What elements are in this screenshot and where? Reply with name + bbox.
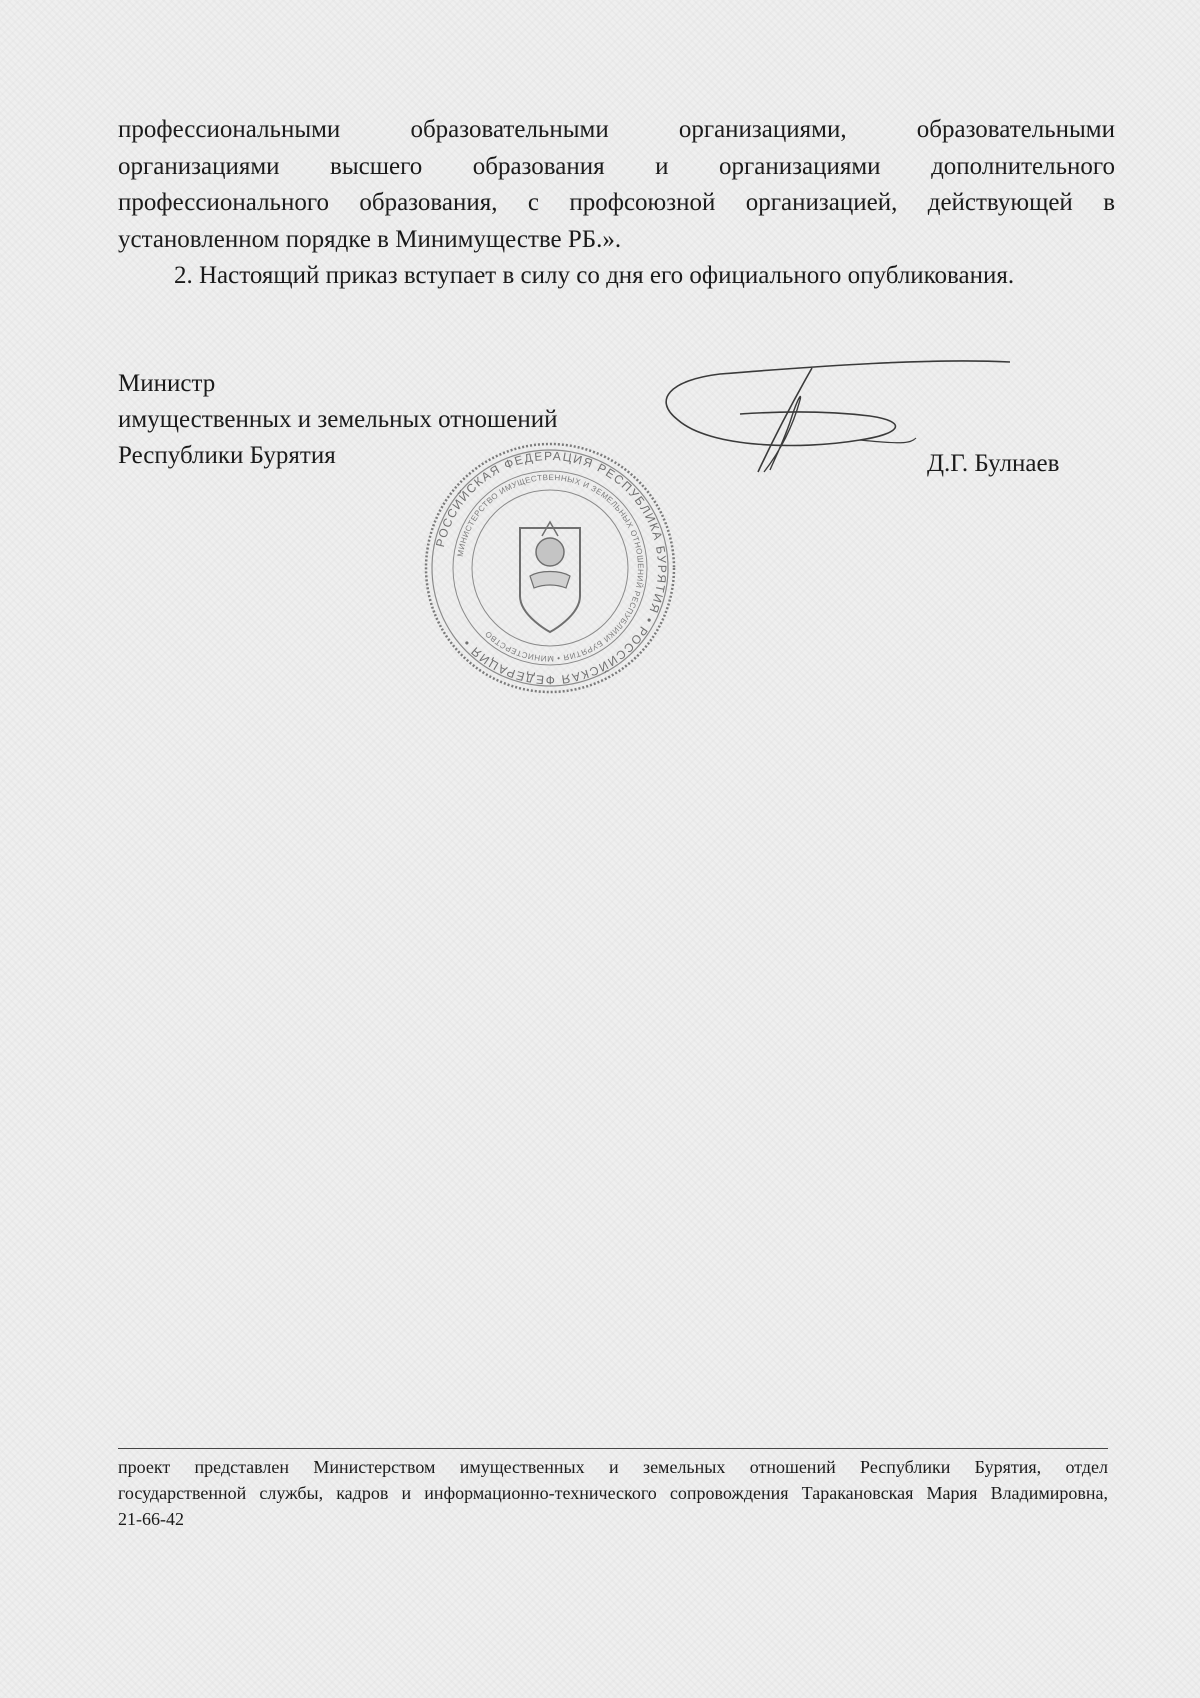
footer-divider	[118, 1448, 1108, 1449]
footer-line-2: государственной службы, кадров и информационно-технического сопровождения Тараканoвская Мария Владимировна,	[118, 1483, 1108, 1503]
signatory-title-line-1: Министр	[118, 370, 216, 397]
document-body	[118, 112, 1115, 295]
signatory-name: Д.Г. Булнаев	[927, 450, 1060, 477]
paragraph-1-line-3: профессионального образования, с профсоюзной организацией, действующей в	[118, 189, 1115, 216]
signatory-title-line-2: имущественных и земельных отношений	[118, 406, 558, 433]
signatory-title-line-3: Республики Бурятия	[118, 442, 336, 469]
paragraph-2: 2. Настоящий приказ вступает в силу со дня его официального опубликования.	[174, 262, 1015, 289]
paragraph-1-line-1: профессиональными образовательными организациями, образовательными	[118, 116, 1115, 143]
svg-text:РОССИЙСКАЯ ФЕДЕРАЦИЯ РЕСПУБЛИК: РОССИЙСКАЯ ФЕДЕРАЦИЯ РЕСПУБЛИКА БУРЯТИЯ • РОССИЙСКАЯ ФЕДЕРАЦИЯ •	[433, 448, 670, 688]
official-seal-stamp	[418, 436, 682, 700]
paragraph-1-line-2: организациями высшего образования и организациями дополнительного	[118, 152, 1115, 180]
svg-text:МИНИСТЕРСТВО ИМУЩЕСТВЕННЫХ И З: МИНИСТЕРСТВО ИМУЩЕСТВЕННЫХ И ЗЕМЕЛЬНЫХ ОТНОШЕНИЙ РЕСПУБЛИКИ БУРЯТИЯ • МИНИСТЕРСТВО	[455, 472, 646, 664]
footer-note	[118, 1454, 1108, 1532]
paragraph-1-line-4: установленном порядке в Минимуществе РБ.».	[118, 225, 622, 253]
footer-line-3: 21-66-42	[118, 1509, 184, 1529]
footer-line-1: проект представлен Министерством имущественных и земельных отношений Республики Бурятия, отдел	[118, 1457, 1108, 1477]
